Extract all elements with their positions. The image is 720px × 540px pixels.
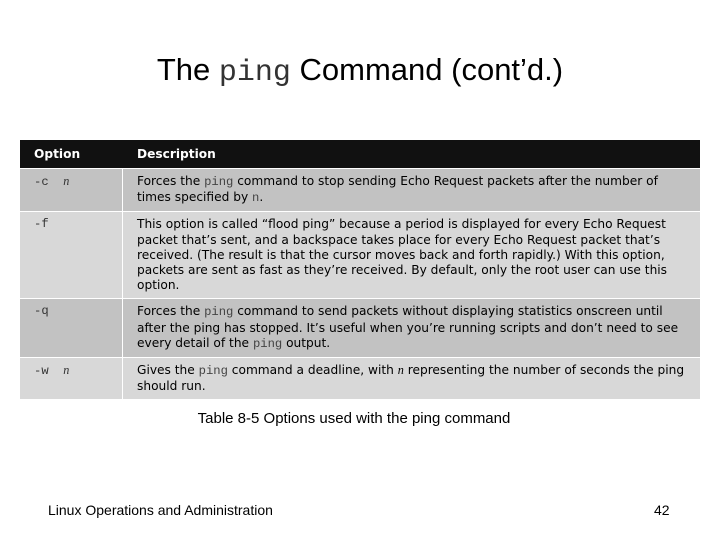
header-option: Option	[20, 140, 123, 168]
desc-text: output.	[282, 335, 331, 350]
desc-code: ping	[204, 175, 234, 189]
table-row	[20, 168, 700, 211]
option-cell	[20, 211, 123, 298]
desc-variable: n	[397, 363, 404, 378]
description-cell	[123, 168, 700, 211]
description-cell: This option is called “flood ping” because a period is displayed for every Echo Request packet that’s sent, and a backspace takes place for every Echo Request packet that’s received. (The result is that the cursor moves back and forth rapidly.) With this option, packets are sent as fast as they’re received. By default, only the root user can use this option.	[123, 211, 700, 298]
option-argument: n	[63, 363, 70, 378]
option-flag: -q	[34, 304, 49, 319]
desc-code: n	[252, 191, 260, 206]
option-flag: -w	[34, 364, 49, 379]
desc-code: ping	[204, 305, 234, 320]
option-cell	[20, 357, 123, 399]
title-prefix: The	[156, 52, 219, 87]
title-command: ping	[218, 56, 291, 90]
options-table	[20, 140, 700, 399]
table-row	[20, 211, 700, 298]
desc-code: ping	[198, 364, 228, 379]
footer-course-title: Linux Operations and Administration	[48, 502, 273, 518]
option-flag: -f	[34, 217, 49, 232]
desc-text: command to stop sending Echo Request packets after the number of times specified by	[137, 174, 658, 205]
table-header-row	[20, 140, 700, 168]
desc-text: command to send packets without displaying statistics onscreen until after the ping has stopped. It’s useful when you’re running scripts and don’t need to see every detail of the	[137, 304, 679, 350]
desc-text: command a deadline, with	[227, 363, 398, 378]
slide-title	[0, 52, 720, 90]
table-row	[20, 357, 700, 399]
option-cell	[20, 298, 123, 357]
desc-text: Forces the	[137, 304, 205, 319]
table-row	[20, 298, 700, 357]
description-cell	[123, 298, 700, 357]
table-caption: Table 8-5 Options used with the ping command	[197, 410, 511, 427]
option-flag: -c	[34, 175, 49, 189]
desc-text: .	[259, 190, 264, 205]
title-suffix: Command (cont’d.)	[290, 52, 564, 87]
desc-text: representing the number of seconds the ping should run.	[137, 363, 685, 394]
option-argument: n	[63, 174, 70, 188]
header-description: Description	[123, 140, 700, 168]
desc-text: Forces the	[137, 174, 205, 188]
page-number: 42	[654, 502, 670, 518]
description-cell	[123, 357, 700, 399]
desc-code: ping	[252, 336, 283, 351]
desc-text: Gives the	[137, 363, 199, 378]
option-cell	[20, 168, 123, 211]
